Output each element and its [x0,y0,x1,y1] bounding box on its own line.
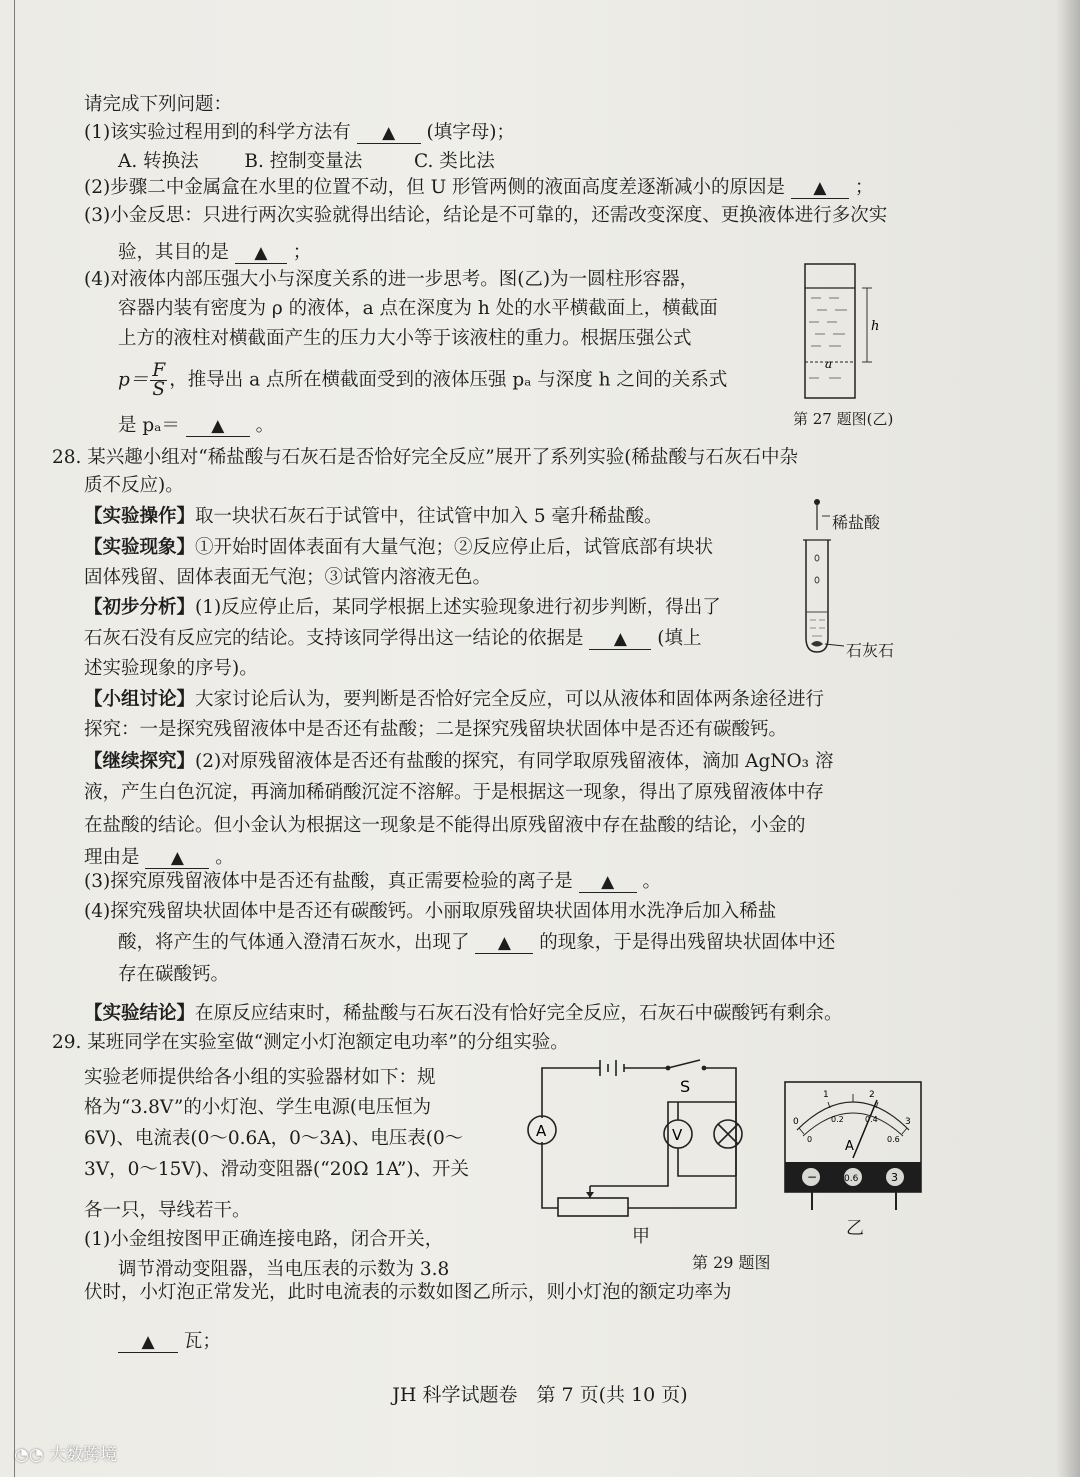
hydrochloric-acid-label: 稀盐酸 [832,513,881,532]
q29-materials-l2: 格为“3.8V”的小灯泡、学生电源(电压恒为 [84,1097,432,1118]
answer-blank[interactable]: ▲ [357,123,421,144]
q27-part2: (2)步骤二中金属盒在水里的位置不动，但 U 形管两侧的液面高度差逐渐减小的原因是 ▲ ； [84,177,874,198]
q27-part4: (4)对液体内部压强大小与深度关系的进一步思考。图(乙)为一圆柱形容器， [84,269,699,290]
dial-needle [853,1100,877,1158]
svg-text:0.4: 0.4 [865,1115,878,1124]
svg-text:0: 0 [793,1117,799,1127]
q27-part4-l3: 上方的液柱对横截面产生的压力大小等于该液柱的重力。根据压强公式 [118,328,692,349]
q28-analysis-l3: 述实验现象的序号)。 [84,658,258,679]
svg-text:1: 1 [823,1090,829,1100]
depth-label: h [871,319,880,334]
answer-blank[interactable]: ▲ [186,416,250,437]
watermark: ◔◔ 大数跨境 [14,1445,118,1465]
terminal-3: 3 [891,1171,898,1184]
q28-operation: 【实验操作】取一块状石灰石于试管中，往试管中加入 5 毫升稀盐酸。 [84,506,663,527]
point-a-label: a [825,357,833,371]
switch-label: S [680,1077,691,1096]
q28-phenomenon-l2: 固体残留、固体表面无气泡；③试管内溶液无色。 [84,567,492,588]
answer-blank[interactable]: ▲ [475,933,533,954]
q29-materials-l5: 各一只，导线若干。 [84,1200,251,1221]
terminal-negative: − [807,1170,818,1184]
limestone-label: 石灰石 [846,641,895,660]
watermark-logo-icon: ◔◔ [14,1445,50,1465]
q29-part1: (1)小金组按图甲正确连接电路，闭合开关， [84,1229,444,1250]
q27-part1: (1)该实验过程用到的科学方法有 ▲ (填字母)； [84,122,515,143]
q27-part4-l4: p＝ $\frac{F}{S}$ ，推导出 a 点所在横截面受到的液体压强 pₐ 与深度 h 之间的关系式 [118,360,728,400]
answer-blank[interactable]: ▲ [145,848,209,869]
answer-blank[interactable]: ▲ [118,1332,178,1353]
q28-conclusion: 【实验结论】在原反应结束时，稀盐酸与石灰石没有恰好完全反应，石灰石中碳酸钙有剩余。 [84,1003,843,1024]
q27-intro: 请完成下列问题： [84,94,233,115]
pressure-fraction: $\frac{F}{S}$ [152,360,166,400]
voltmeter-symbol: V [672,1126,683,1144]
ammeter-symbol: A [536,1122,547,1140]
q28-continue-l2: 液，产生白色沉淀，再滴加稀硝酸沉淀不溶解。于是根据这一现象，得出了原残留液体中存 [84,782,825,803]
page-footer: JH 科学试题卷 第 7 页(共 10 页) [392,1384,688,1406]
answer-blank[interactable]: ▲ [579,872,637,893]
margin-line [14,0,15,1477]
q28-stem: 28. 某兴趣小组对“稀盐酸与石灰石是否恰好完全反应”展开了系列实验(稀盐酸与石灰石中杂 [52,447,798,468]
ammeter-dial [783,1080,923,1200]
answer-blank[interactable]: ▲ [791,178,849,199]
q28-analysis: 【初步分析】(1)反应停止后，某同学根据上述实验现象进行初步判断，得出了 [84,597,721,618]
svg-text:0.6: 0.6 [887,1135,900,1144]
svg-text:0.2: 0.2 [831,1115,844,1124]
q28-part4-l3: 存在碳酸钙。 [118,964,230,985]
ammeter-leads [800,1192,910,1212]
q28-continue: 【继续探究】(2)对原残留液体是否还有盐酸的探究，有同学取原残留液体，滴加 AgNO₃ 溶 [84,751,834,772]
option-c: C. 类比法 [414,151,495,172]
q29-part1-l4: ▲ 瓦； [118,1330,221,1354]
q28-discussion-l2: 探究：一是探究残留液体中是否还有盐酸；二是探究残留块状固体中是否还有碳酸钙。 [84,719,788,740]
option-a: A. 转换法 [118,151,199,172]
option-b: B. 控制变量法 [244,151,363,172]
fig-yi-label: 乙 [846,1218,864,1239]
q28-phenomenon: 【实验现象】①开始时固体表面有大量气泡；②反应停止后，试管底部有块状 [84,537,714,558]
page-edge-shadow [1056,0,1080,1477]
svg-text:0: 0 [807,1135,813,1144]
q28-analysis-l2: 石灰石没有反应完的结论。支持该同学得出这一结论的依据是 ▲ (填上 [84,628,702,649]
fig29-caption: 第 29 题图 [692,1253,771,1272]
svg-text:3: 3 [905,1117,911,1127]
q29-materials-l3: 6V)、电流表(0～0.6A，0～3A)、电压表(0～ [84,1128,464,1149]
terminal-0.6: 0.6 [844,1174,859,1184]
q27-part4-l5: 是 pₐ＝ ▲ 。 [118,415,275,436]
q28-continue-l3: 在盐酸的结论。但小金认为根据这一现象是不能得出原残留液中存在盐酸的结论，小金的 [84,815,806,836]
q29-part1-l2: 调节滑动变阻器，当电压表的示数为 3.8 [118,1259,450,1280]
q29-stem: 29. 某班同学在实验室做“测定小灯泡额定电功率”的分组实验。 [52,1032,569,1053]
q27-part4-l2: 容器内装有密度为 ρ 的液体，a 点在深度为 h 处的水平横截面上，横截面 [118,298,718,319]
q28-discussion: 【小组讨论】大家讨论后认为，要判断是否恰好完全反应，可以从液体和固体两条途径进行 [84,689,825,710]
cylinder-container-figure [795,258,905,408]
dial-unit: A [845,1139,854,1154]
q28-continue-l4: 理由是 ▲ 。 [84,847,234,868]
q29-materials-l4: 3V，0～15V)、滑动变阻器(“20Ω 1A”)、开关 [84,1159,470,1180]
svg-text:2: 2 [869,1090,875,1100]
q29-part1-l3: 伏时，小灯泡正常发光，此时电流表的示数如图乙所示，则小灯泡的额定功率为 [84,1282,732,1303]
answer-blank[interactable]: ▲ [235,243,287,264]
answer-blank[interactable]: ▲ [589,629,651,650]
q27-part3: (3)小金反思：只进行两次实验就得出结论，结论是不可靠的，还需改变深度、更换液体进行多次实 [84,205,888,226]
q27-part3-cont: 验，其目的是 ▲ ； [118,242,312,263]
q27-options [118,150,495,174]
q29-materials: 实验老师提供给各小组的实验器材如下：规 [84,1067,436,1088]
q28-part4: (4)探究残留块状固体中是否还有碳酸钙。小丽取原残留块状固体用水洗净后加入稀盐 [84,901,777,922]
fig27-caption: 第 27 题图(乙) [793,410,894,428]
q28-part4-l2: 酸，将产生的气体通入澄清石灰水，出现了 ▲ 的现象，于是得出残留块状固体中还 [118,932,836,953]
q28-part3: (3)探究原残留液体中是否还有盐酸，真正需要检验的离子是 ▲ 。 [84,871,662,892]
q28-stem-l2: 质不反应)。 [84,475,184,496]
fig-jia-label: 甲 [632,1226,650,1247]
dial-top-scale [793,1090,911,1127]
